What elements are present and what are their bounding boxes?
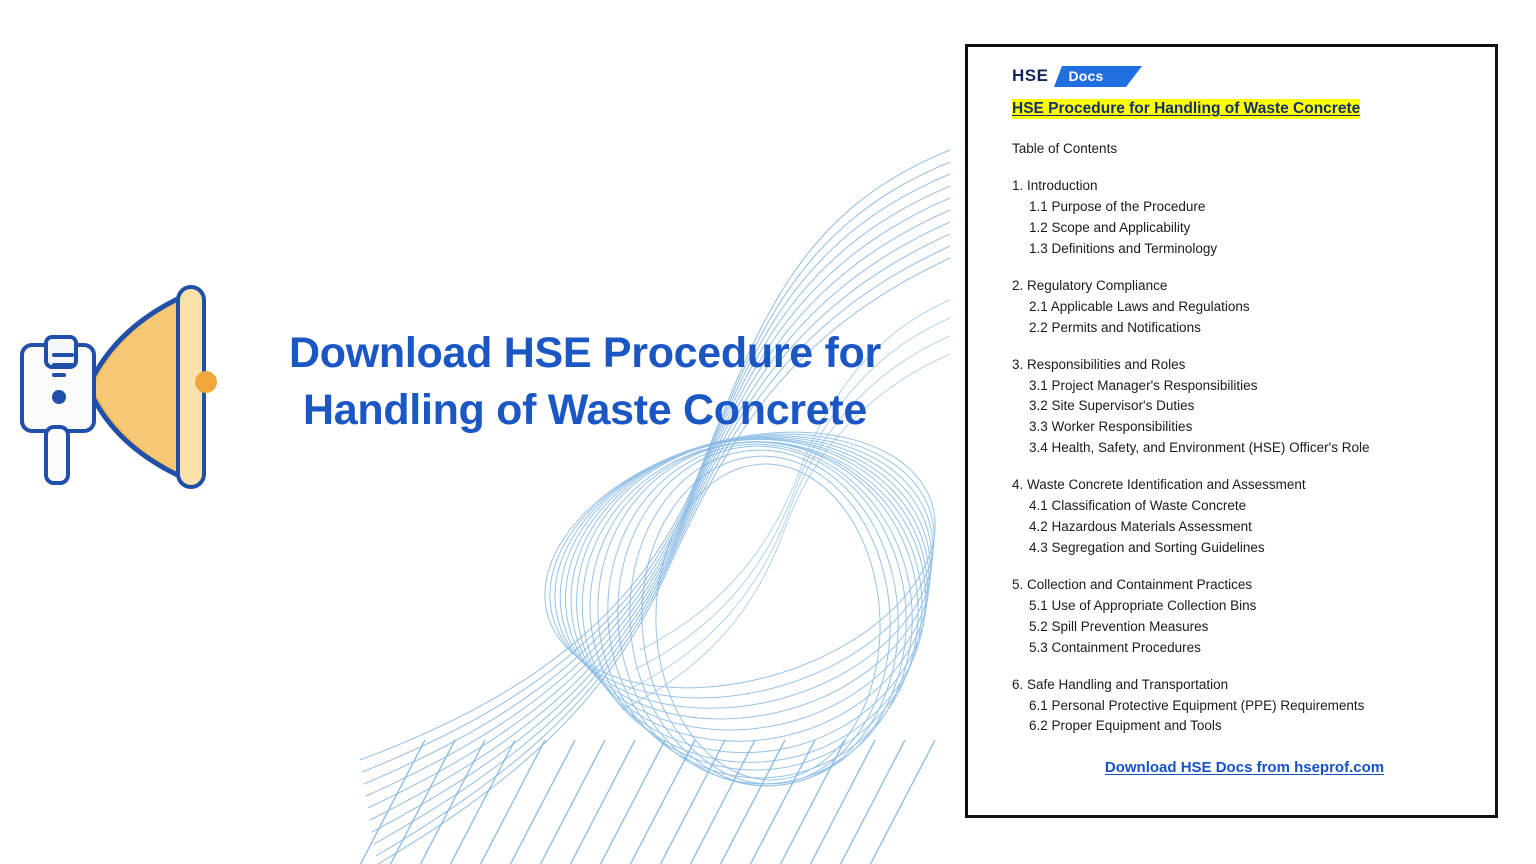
toc-subsection: 5.2 Spill Prevention Measures (1029, 618, 1209, 634)
toc-section-heading: 3. Responsibilities and Roles (1012, 356, 1186, 372)
toc-section-heading: 6. Safe Handling and Transportation (1012, 676, 1229, 692)
toc-subsection: 1.2 Scope and Applicability (1029, 219, 1191, 235)
toc-section-heading: 5. Collection and Containment Practices (1012, 576, 1253, 592)
toc-section (1012, 575, 1477, 659)
toc-subsection: 5.3 Containment Procedures (1029, 639, 1201, 655)
toc-section (1012, 355, 1477, 460)
logo-docs-text: Docs (1068, 67, 1104, 84)
toc-section (1012, 176, 1477, 260)
hatch-lines-decoration (330, 735, 950, 864)
megaphone-icon (10, 275, 225, 495)
toc-subsection: 4.3 Segregation and Sorting Guidelines (1029, 539, 1265, 555)
toc-subsection: 6.1 Personal Protective Equipment (PPE) Requirements (1029, 697, 1365, 713)
toc-subsection: 4.1 Classification of Waste Concrete (1029, 498, 1247, 514)
toc-section (1012, 675, 1477, 738)
toc-section (1012, 276, 1477, 339)
toc-subsection: 2.1 Applicable Laws and Regulations (1029, 298, 1250, 314)
document-title: HSE Procedure for Handling of Waste Concrete (1012, 99, 1360, 119)
logo-hse-text: HSE (1012, 66, 1049, 85)
toc-label: Table of Contents (1012, 141, 1118, 157)
toc-subsection: 4.2 Hazardous Materials Assessment (1029, 519, 1252, 535)
toc-subsection: 2.2 Permits and Notifications (1029, 319, 1201, 335)
document-preview-card (965, 44, 1498, 818)
toc-subsection: 5.1 Use of Appropriate Collection Bins (1029, 597, 1257, 613)
toc-section-heading: 4. Waste Concrete Identification and Assessment (1012, 477, 1306, 493)
toc-subsection: 6.2 Proper Equipment and Tools (1029, 718, 1222, 734)
toc-subsection: 3.1 Project Manager's Responsibilities (1029, 377, 1258, 393)
toc-section-heading: 1. Introduction (1012, 178, 1098, 194)
toc-section (1012, 475, 1477, 559)
promo-heading: Download HSE Procedure for Handling of Waste Concrete (289, 329, 881, 434)
download-link[interactable]: Download HSE Docs from hseprof.com (1104, 759, 1385, 777)
toc-section-heading: 2. Regulatory Compliance (1012, 277, 1168, 293)
toc-subsection: 1.3 Definitions and Terminology (1029, 240, 1218, 256)
logo-docs-badge (1054, 66, 1142, 87)
toc-subsection: 3.3 Worker Responsibilities (1029, 419, 1193, 435)
toc-subsection: 3.2 Site Supervisor's Duties (1029, 398, 1195, 414)
hse-docs-logo (1012, 65, 1477, 87)
toc-subsection: 3.4 Health, Safety, and Environment (HSE) Officer's Role (1029, 440, 1370, 456)
toc-subsection: 1.1 Purpose of the Procedure (1029, 199, 1206, 215)
